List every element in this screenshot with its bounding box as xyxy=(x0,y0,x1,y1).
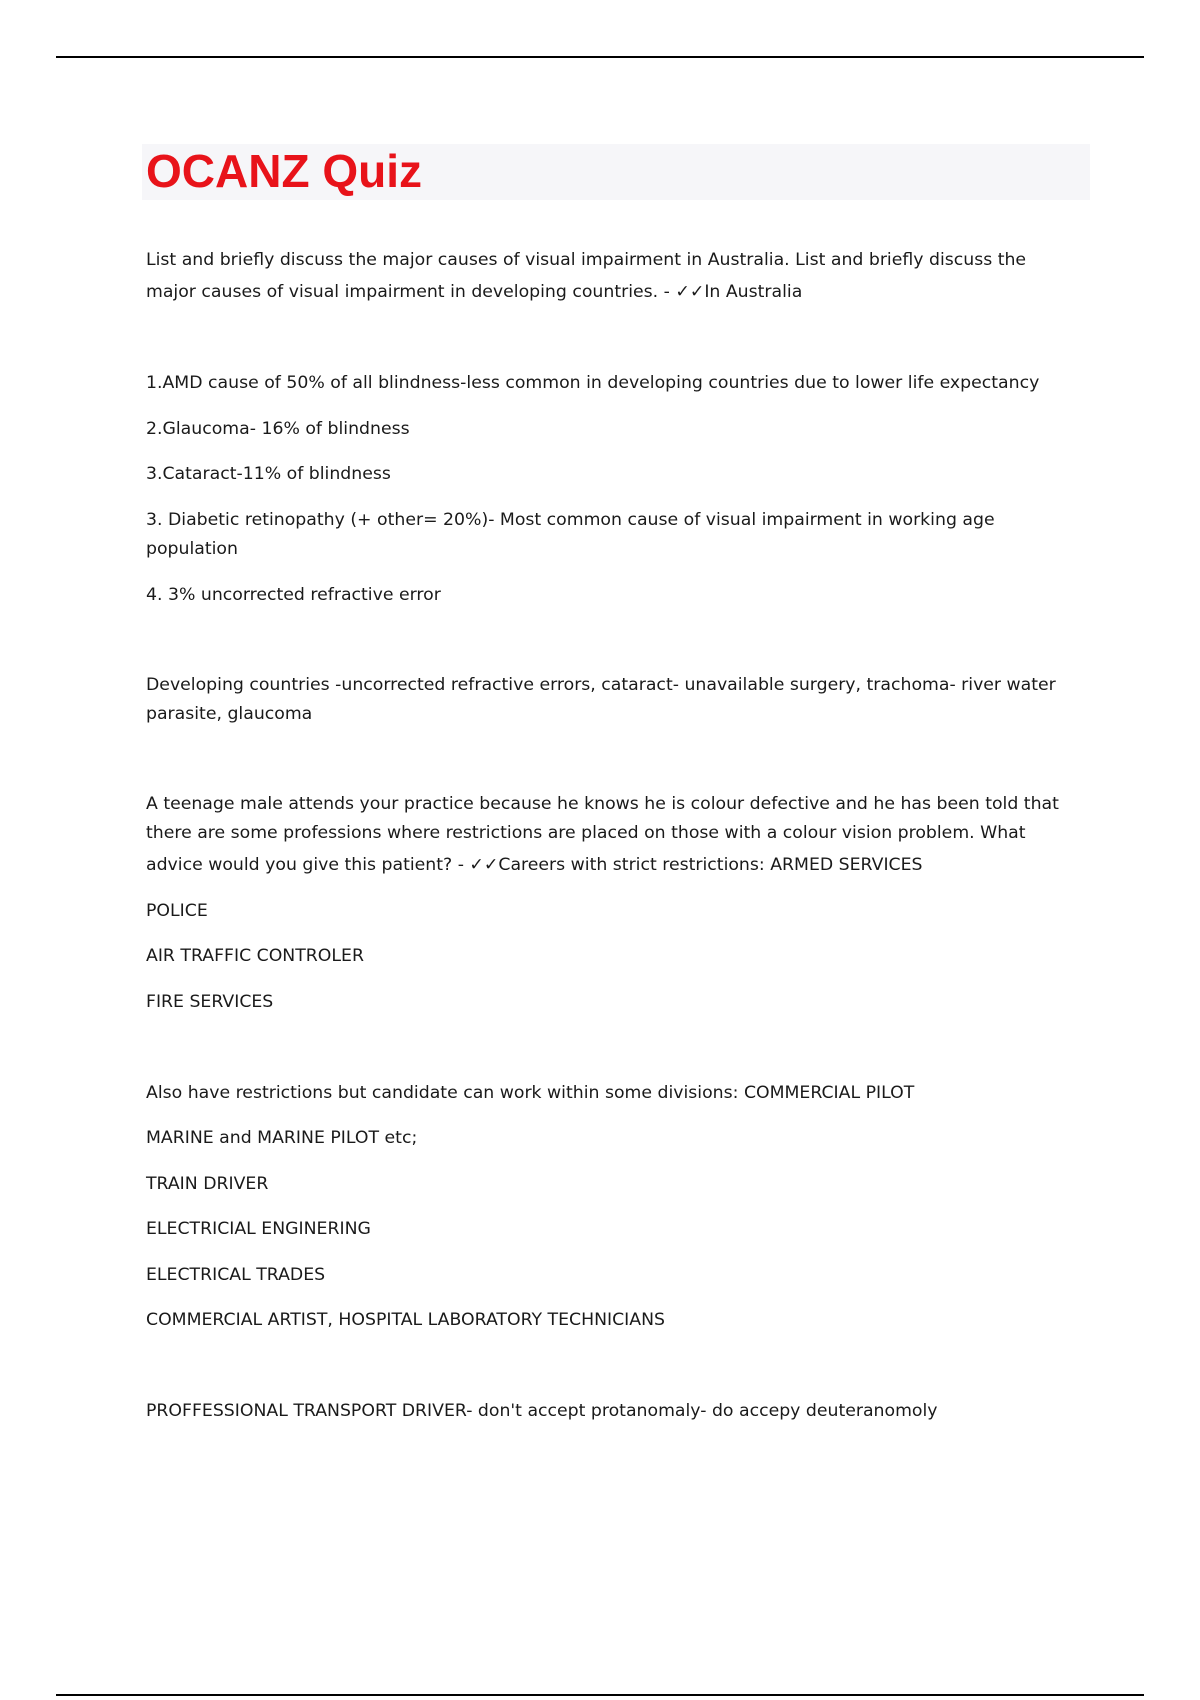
australia-cause-5: 4. 3% uncorrected refractive error xyxy=(146,585,441,605)
some-restrictions-train: TRAIN DRIVER xyxy=(146,1174,269,1194)
australia-cause-2: 2.Glaucoma- 16% of blindness xyxy=(146,419,410,439)
australia-cause-3: 3.Cataract-11% of blindness xyxy=(146,464,391,484)
some-restrictions-marine: MARINE and MARINE PILOT etc; xyxy=(146,1128,418,1148)
top-rule xyxy=(56,56,1144,58)
question-2-line-1: A teenage male attends your practice because he knows he is colour defective and he has been told that xyxy=(146,794,1059,814)
some-restrictions-elec-trades: ELECTRICAL TRADES xyxy=(146,1265,326,1285)
strict-career-police: POLICE xyxy=(146,901,208,921)
some-restrictions-line-1: Also have restrictions but candidate can work within some divisions: COMMERCIAL PILOT xyxy=(146,1083,915,1103)
australia-cause-4-line-2: population xyxy=(146,539,238,559)
question-2-line-3: advice would you give this patient? - ✓✓Careers with strict restrictions: ARMED SERVICES xyxy=(146,855,923,875)
bottom-rule xyxy=(56,1694,1144,1696)
question-2-line-2: there are some professions where restrictions are placed on those with a colour vision problem. What xyxy=(146,823,1026,843)
strict-career-fire: FIRE SERVICES xyxy=(146,992,274,1012)
strict-career-atc: AIR TRAFFIC CONTROLER xyxy=(146,946,364,966)
australia-cause-4-line-1: 3. Diabetic retinopathy (+ other= 20%)- Most common cause of visual impairment in working age xyxy=(146,510,995,530)
developing-countries-line-1: Developing countries -uncorrected refractive errors, cataract- unavailable surgery, trachoma- river water xyxy=(146,675,1056,695)
transport-driver-note: PROFFESSIONAL TRANSPORT DRIVER- don't accept protanomaly- do accepy deuteranomoly xyxy=(146,1401,938,1421)
australia-cause-1: 1.AMD cause of 50% of all blindness-less common in developing countries due to lower life expectancy xyxy=(146,373,1040,393)
question-1-line-2: major causes of visual impairment in developing countries. - ✓✓In Australia xyxy=(146,282,803,302)
some-restrictions-elec-eng: ELECTRICIAL ENGINERING xyxy=(146,1219,371,1239)
page-title: OCANZ Quiz xyxy=(146,145,422,197)
question-1-line-1: List and briefly discuss the major causes of visual impairment in Australia. List and briefly discuss the xyxy=(146,250,1027,270)
developing-countries-line-2: parasite, glaucoma xyxy=(146,704,313,724)
some-restrictions-artist: COMMERCIAL ARTIST, HOSPITAL LABORATORY TECHNICIANS xyxy=(146,1310,665,1330)
